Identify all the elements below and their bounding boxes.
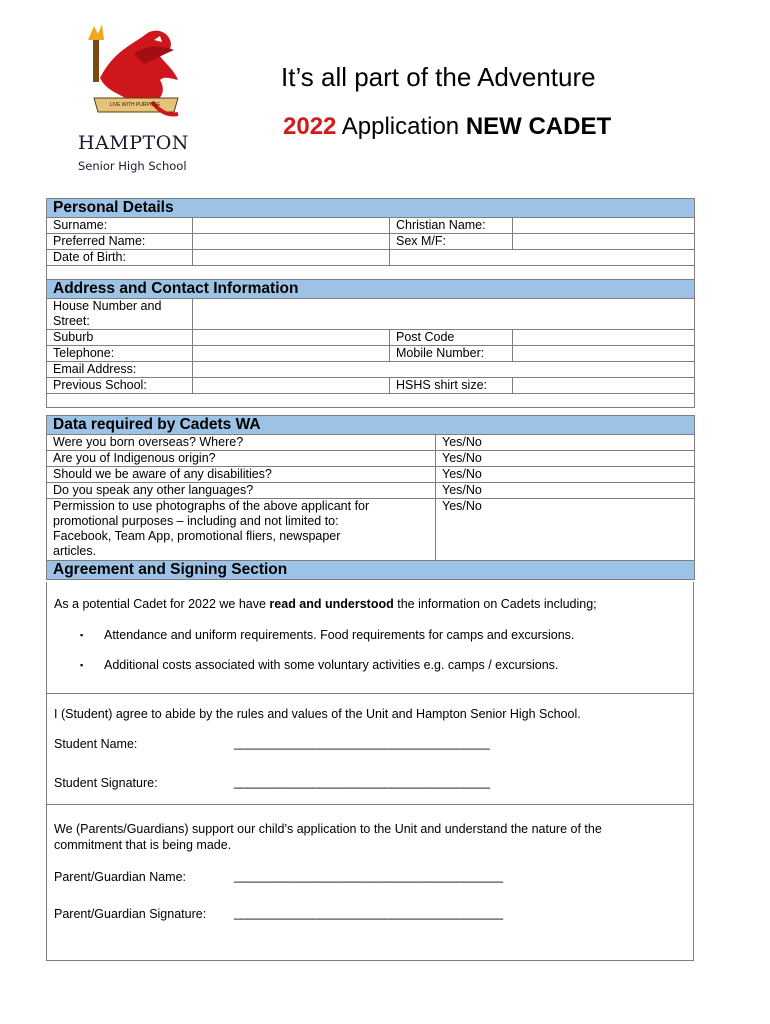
permission-line: Permission to use photographs of the above applicant for [53, 499, 370, 513]
subtitle-new-cadet: NEW CADET [465, 113, 612, 140]
suburb-field[interactable] [193, 330, 390, 346]
parent-name-label: Parent/Guardian Name: [54, 870, 187, 884]
logo-school-subtitle: Senior High School [78, 159, 187, 173]
cadet-question: Were you born overseas? Where? [47, 435, 436, 451]
dob-label: Date of Birth: [47, 250, 193, 266]
cadets-heading: Data required by Cadets WA [47, 416, 695, 435]
parent-signature-line[interactable]: _________________________________________ [234, 906, 503, 920]
student-statement: I (Student) agree to abide by the rules and values of the Unit and Hampton Senior High School. [54, 707, 581, 721]
cadet-answer[interactable]: Yes/No [436, 467, 695, 483]
post-code-field[interactable] [513, 330, 695, 346]
cadet-question: Should we be aware of any disabilities? [47, 467, 436, 483]
permission-answer[interactable]: Yes/No [436, 499, 695, 561]
personal-address-table [46, 198, 695, 408]
previous-school-label: Previous School: [47, 378, 193, 394]
row-divider [47, 804, 693, 805]
telephone-label: Telephone: [47, 346, 193, 362]
subtitle-year: 2022 [283, 113, 337, 140]
mobile-field[interactable] [513, 346, 695, 362]
school-logo [74, 20, 198, 176]
sex-label: Sex M/F: [390, 234, 513, 250]
parent-statement-line: commitment that is being made. [54, 838, 232, 852]
parent-name-line[interactable]: _________________________________________ [234, 869, 503, 883]
cadets-table [46, 415, 695, 580]
address-heading: Address and Contact Information [47, 280, 695, 299]
permission-line: promotional purposes – including and not limited to: [53, 514, 339, 528]
personal-details-heading: Personal Details [47, 199, 695, 218]
spacer-row [47, 266, 695, 280]
preferred-name-field[interactable] [193, 234, 390, 250]
document-subtitle [283, 113, 611, 141]
student-signature-label: Student Signature: [54, 776, 158, 790]
surname-label: Surname: [47, 218, 193, 234]
sex-field[interactable] [513, 234, 695, 250]
permission-line: Facebook, Team App, promotional fliers, newspaper [53, 529, 341, 543]
subtitle-mid: Application [336, 113, 466, 140]
cadet-answer[interactable]: Yes/No [436, 435, 695, 451]
cadet-question: Are you of Indigenous origin? [47, 451, 436, 467]
cadet-answer[interactable]: Yes/No [436, 451, 695, 467]
logo-school-name: HAMPTON [78, 132, 189, 154]
parent-statement-line: We (Parents/Guardians) support our child’s application to the Unit and understand the nature of the [54, 822, 602, 836]
student-name-label: Student Name: [54, 737, 138, 751]
house-line1: House Number and [53, 299, 162, 313]
agreement-intro [54, 597, 597, 611]
shirt-size-label: HSHS shirt size: [390, 378, 513, 394]
agreement-heading: Agreement and Signing Section [47, 561, 695, 580]
email-label: Email Address: [47, 362, 193, 378]
bullet-marker: ▪ [80, 630, 84, 640]
student-signature-line[interactable]: _______________________________________ [234, 775, 490, 789]
row-divider [47, 693, 693, 694]
cadet-question: Do you speak any other languages? [47, 483, 436, 499]
house-street-field[interactable] [193, 299, 695, 330]
previous-school-field[interactable] [193, 378, 390, 394]
bullet-item: Attendance and uniform requirements. Food requirements for camps and excursions. [104, 628, 575, 642]
surname-field[interactable] [193, 218, 390, 234]
intro-pre: As a potential Cadet for 2022 we have [54, 597, 270, 611]
spacer-row [47, 394, 695, 408]
dob-field[interactable] [193, 250, 390, 266]
suburb-label: Suburb [47, 330, 193, 346]
mobile-label: Mobile Number: [390, 346, 513, 362]
bullet-marker: ▪ [80, 660, 84, 670]
christian-name-label: Christian Name: [390, 218, 513, 234]
parent-signature-label: Parent/Guardian Signature: [54, 907, 207, 921]
christian-name-field[interactable] [513, 218, 695, 234]
preferred-name-label: Preferred Name: [47, 234, 193, 250]
dragon-crest-icon [74, 20, 198, 130]
post-code-label: Post Code [390, 330, 513, 346]
cadet-answer[interactable]: Yes/No [436, 483, 695, 499]
email-field[interactable] [193, 362, 695, 378]
telephone-field[interactable] [193, 346, 390, 362]
house-line2: Street: [53, 314, 90, 328]
intro-post: the information on Cadets including; [393, 597, 597, 611]
permission-line: articles. [53, 544, 97, 558]
house-street-label [47, 299, 193, 330]
student-name-line[interactable]: _______________________________________ [234, 736, 490, 750]
intro-bold: read and understood [269, 597, 394, 611]
permission-question [47, 499, 436, 561]
dob-blank [390, 250, 695, 266]
bullet-item: Additional costs associated with some voluntary activities e.g. camps / excursions. [104, 658, 559, 672]
shirt-size-field[interactable] [513, 378, 695, 394]
document-title: It’s all part of the Adventure [281, 62, 596, 92]
agreement-section [46, 582, 694, 961]
logo-motto: LIVE WITH PURPOSE [109, 102, 161, 108]
